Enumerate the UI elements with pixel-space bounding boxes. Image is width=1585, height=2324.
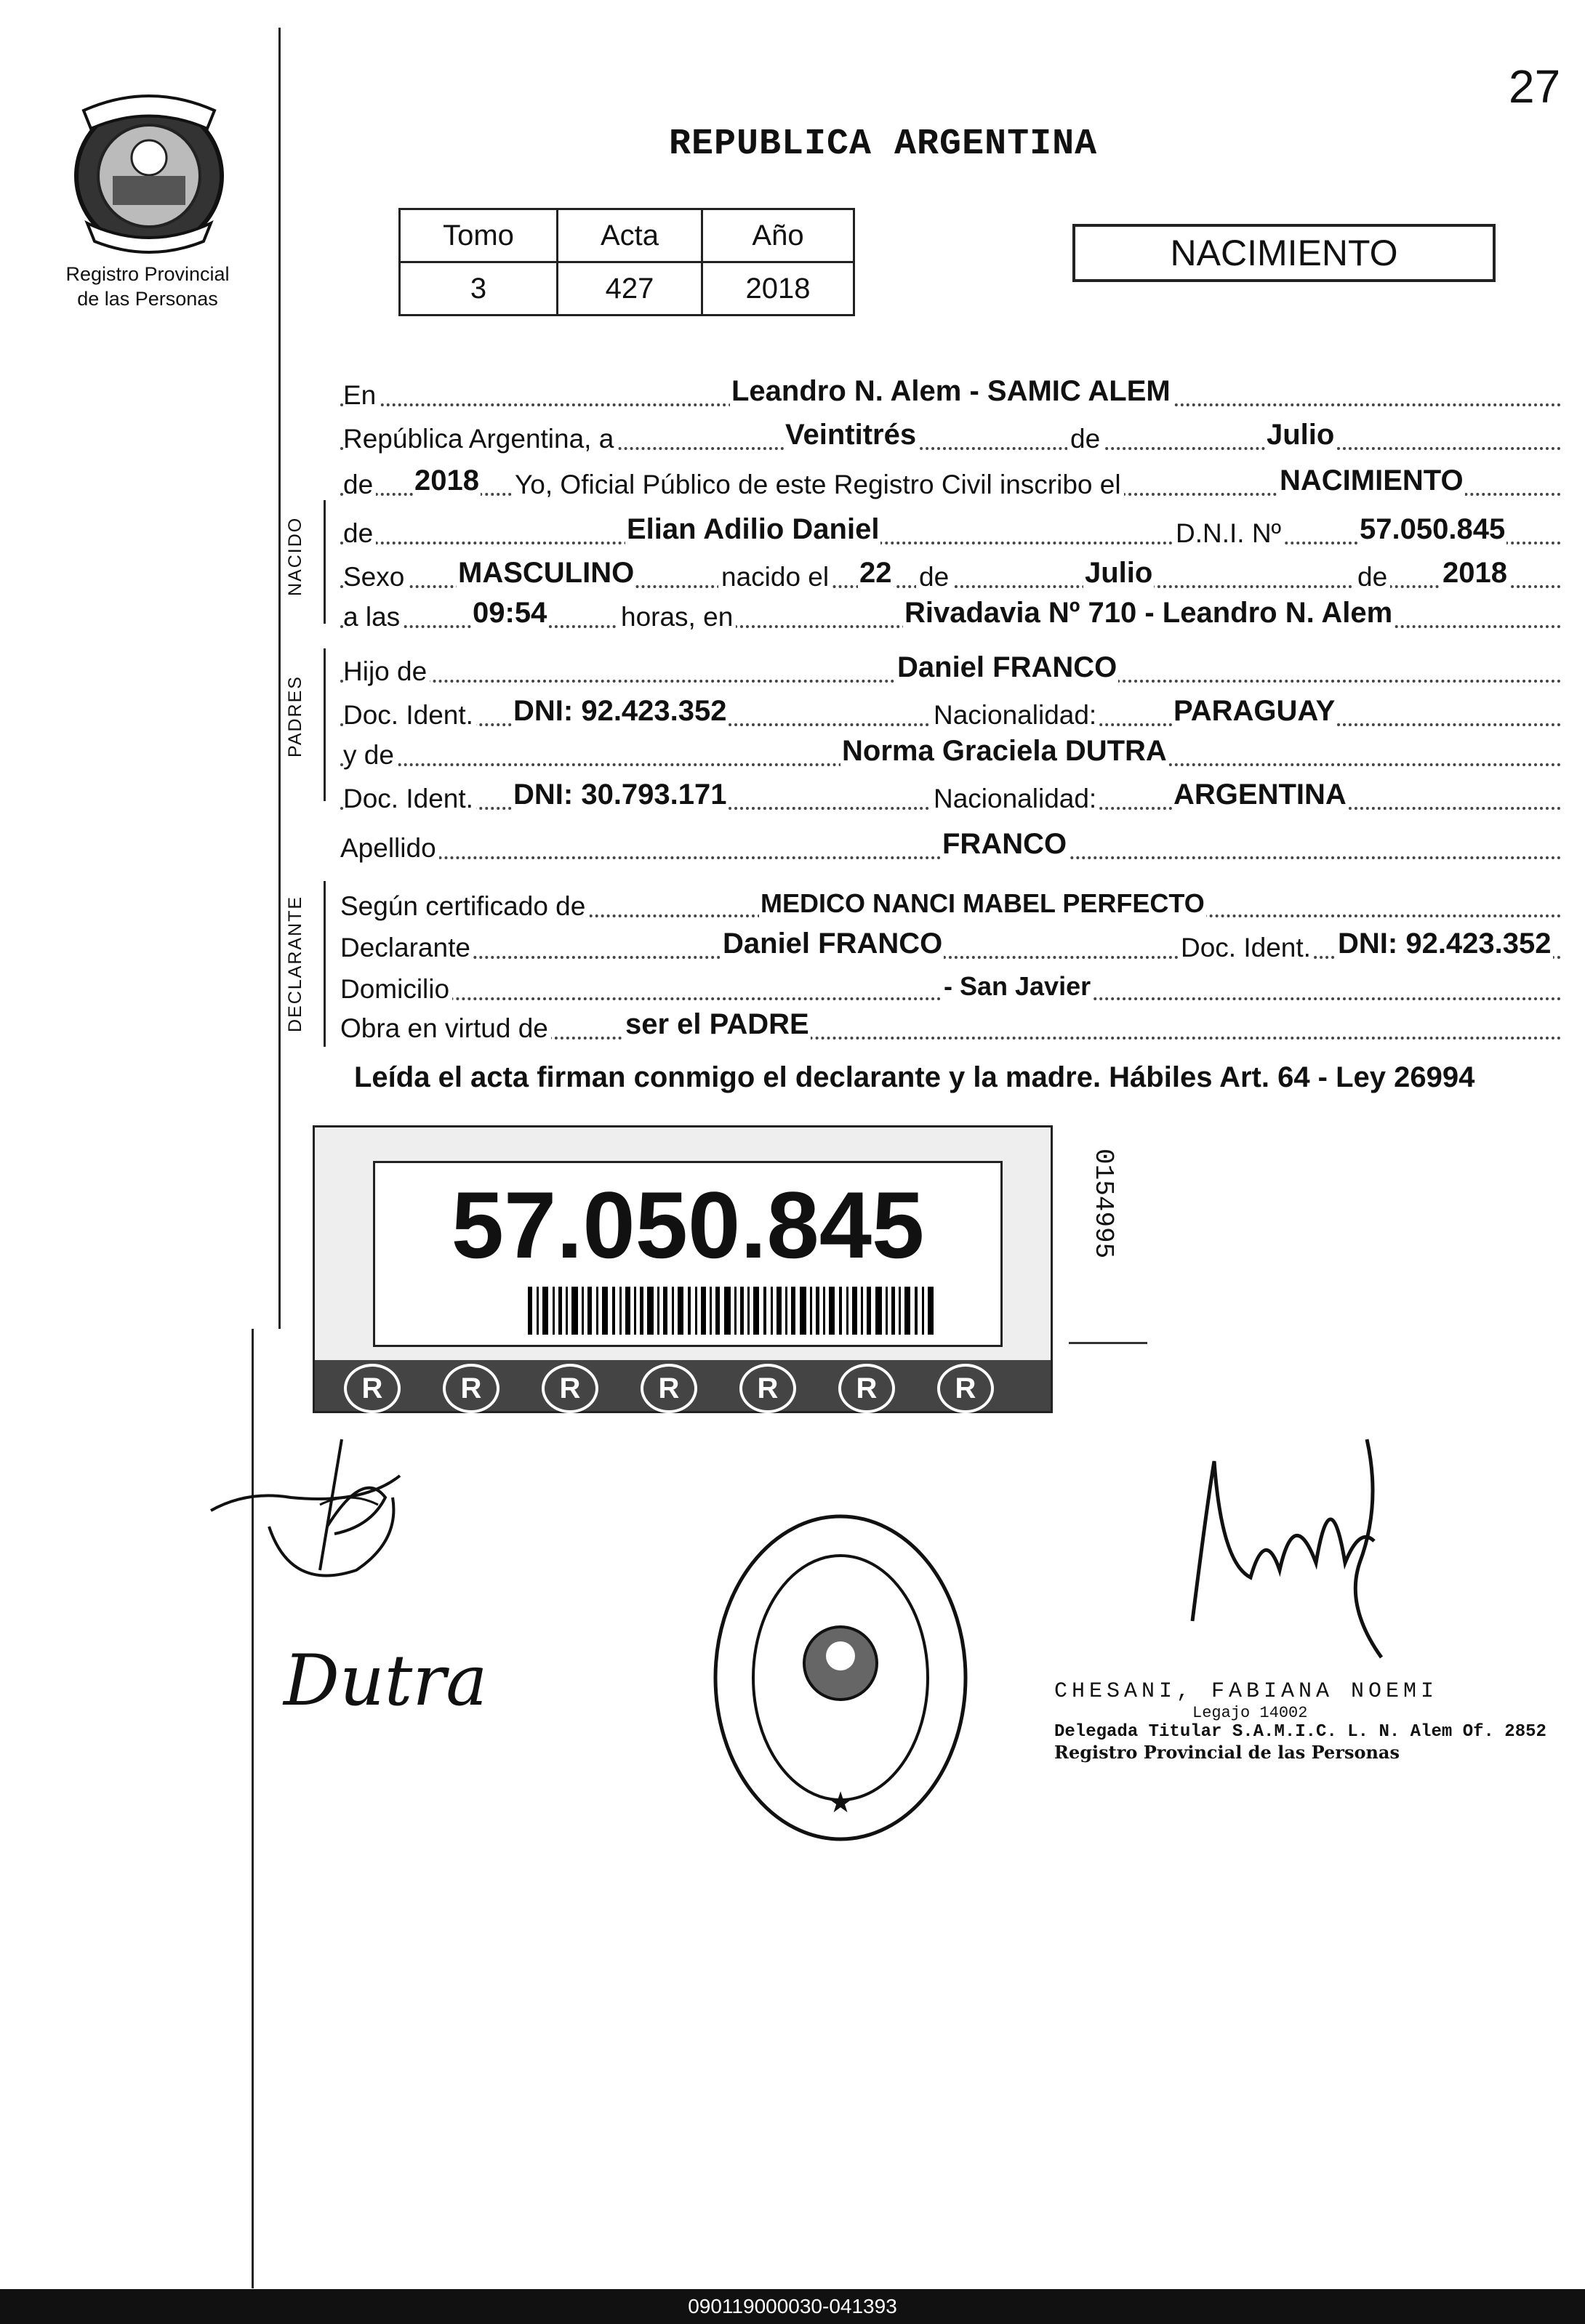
r-mark: R xyxy=(443,1364,499,1413)
table-header: Tomo xyxy=(400,209,558,262)
row-en: En Leandro N. Alem - SAMIC ALEM xyxy=(340,367,1562,411)
barcode xyxy=(528,1287,935,1335)
table-cell: 427 xyxy=(558,262,702,315)
official-legajo: Legajo 14002 xyxy=(1192,1704,1308,1722)
official-cargo: Delegada Titular S.A.M.I.C. L. N. Alem Of. 2852 xyxy=(1054,1722,1546,1742)
row-padre-doc: Doc. Ident. DNI: 92.423.352 Nacionalidad: PARAGUAY xyxy=(340,687,1562,731)
svg-text:Dutra: Dutra xyxy=(284,1640,488,1721)
section-bar xyxy=(324,648,326,801)
dni-nacido: 57.050.845 xyxy=(1360,513,1506,545)
document-barcode-footer: 090119000030-041393 xyxy=(0,2289,1585,2324)
section-bar xyxy=(324,500,326,624)
security-band xyxy=(315,1360,1051,1457)
province-seal-logo xyxy=(69,89,229,256)
apellido-value: FRANCO xyxy=(942,828,1067,860)
table-cell: 2018 xyxy=(702,262,854,315)
row-nombre: de Elian Adilio Daniel D.N.I. Nº 57.050.845 xyxy=(340,505,1562,549)
section-bar xyxy=(324,881,326,1047)
row-madre-doc: Doc. Ident. DNI: 30.793.171 Nacionalidad: ARGENTINA xyxy=(340,771,1562,814)
r-mark: R xyxy=(838,1364,895,1413)
row-apellido: Apellido FRANCO xyxy=(340,820,1562,864)
dni-sticker xyxy=(313,1125,1053,1457)
r-mark: R xyxy=(344,1364,401,1413)
official-stamp-text xyxy=(1054,1679,1546,1763)
declarante-signature xyxy=(204,1425,422,1599)
official-signature xyxy=(1163,1418,1411,1665)
table-cell: 3 xyxy=(400,262,558,315)
sticker-dni-number: 57.050.845 xyxy=(451,1172,925,1278)
nombre-padre: Daniel FRANCO xyxy=(897,651,1117,683)
row-inscripcion: de 2018 Yo, Oficial Público de este Registro Civil inscribo el NACIMIENTO xyxy=(340,457,1562,500)
row-hora: a las 09:54 horas, en Rivadavia Nº 710 - Leandro N. Alem xyxy=(340,589,1562,632)
sticker-label xyxy=(373,1161,1003,1347)
row-sexo: Sexo MASCULINO nacido el 22 de Julio de 2018 xyxy=(340,549,1562,592)
nombre-nacido: Elian Adilio Daniel xyxy=(627,513,880,545)
registry-stamp xyxy=(710,1511,971,1845)
closing-note: Leída el acta firman conmigo el declarante y la madre. Hábiles Art. 64 - Ley 26994 xyxy=(354,1061,1475,1093)
row-certificado: Según certificado de MEDICO NANCI MABEL PERFECTO xyxy=(340,878,1562,922)
lugar-inscripcion: Leandro N. Alem - SAMIC ALEM xyxy=(731,375,1171,407)
row-obra: Obra en virtud de ser el PADRE xyxy=(340,1000,1562,1044)
row-madre: y de Norma Graciela DUTRA xyxy=(340,727,1562,771)
registry-label: Registro Provincial de las Personas xyxy=(65,263,230,310)
svg-text:★: ★ xyxy=(827,1787,854,1819)
page-number: 27 xyxy=(1509,60,1561,113)
r-mark: R xyxy=(739,1364,796,1413)
r-mark: R xyxy=(641,1364,697,1413)
official-registro: Registro Provincial de las Personas xyxy=(1054,1742,1400,1763)
row-declarante: Declarante Daniel FRANCO Doc. Ident. DNI: 92.423.352 xyxy=(340,920,1562,963)
r-mark: R xyxy=(344,1417,401,1466)
r-mark: R xyxy=(542,1364,598,1413)
document-title: REPUBLICA ARGENTINA xyxy=(669,124,1098,165)
record-table xyxy=(398,208,855,316)
record-type-box: NACIMIENTO xyxy=(1072,224,1496,282)
r-mark: R xyxy=(937,1364,994,1413)
madre-signature xyxy=(269,1625,502,1734)
nombre-declarante: Daniel FRANCO xyxy=(723,928,943,960)
margin-line xyxy=(278,28,281,1329)
serial-underline xyxy=(1069,1342,1147,1344)
table-header: Año xyxy=(702,209,854,262)
official-name: CHESANI, FABIANA NOEMI xyxy=(1054,1679,1439,1704)
table-header: Acta xyxy=(558,209,702,262)
sticker-serial: 0154995 xyxy=(1088,1149,1118,1259)
row-fecha: República Argentina, a Veintitrés de Julio xyxy=(340,411,1562,454)
row-domicilio: Domicilio - San Javier xyxy=(340,961,1562,1005)
row-padre: Hijo de Daniel FRANCO xyxy=(340,643,1562,687)
nombre-madre: Norma Graciela DUTRA xyxy=(842,735,1167,767)
